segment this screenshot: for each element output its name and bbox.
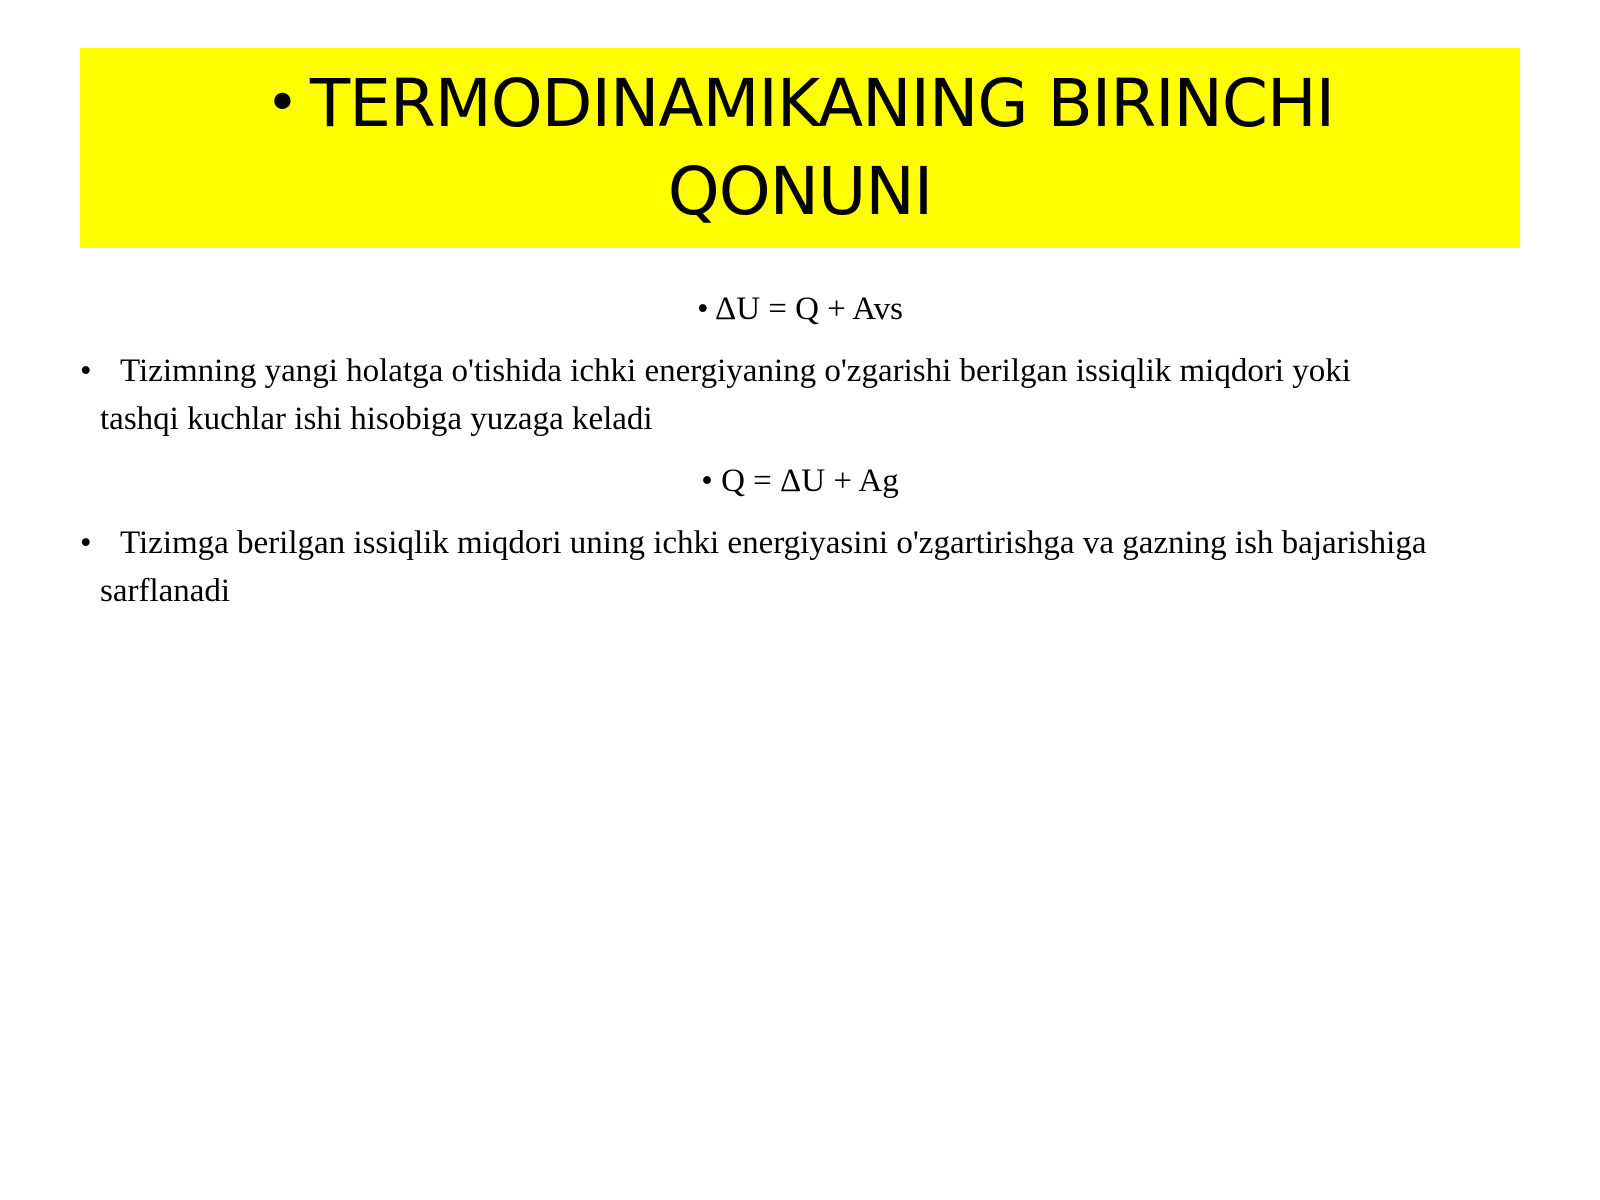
paragraph-bullet: •	[80, 525, 92, 561]
title-line-1: TERMODINAMIKANING BIRINCHI	[309, 65, 1335, 142]
formula-text: Q = ΔU + Ag	[721, 463, 899, 499]
title-line-2: QONUNI	[667, 153, 933, 230]
title-banner	[80, 48, 1520, 248]
paragraph-1-text	[100, 347, 1520, 443]
paragraph-2-line-1: Tizimga berilgan issiqlik miqdori uning ichki energiyasini o'zgartirishga va gazning ish bajarishiga	[120, 525, 1427, 561]
formula-heat	[80, 457, 1520, 505]
paragraph-1-line-1: Tizimning yangi holatga o'tishida ichki energiyaning o'zgarishi berilgan issiqlik miqdori yoki	[120, 353, 1351, 389]
paragraph-2-text	[100, 519, 1520, 615]
paragraph-2	[80, 519, 1520, 615]
formula-bullet: •	[696, 291, 709, 327]
title-bullet: •	[265, 71, 298, 136]
paragraph-bullet: •	[80, 353, 92, 389]
slide-title	[266, 60, 1334, 236]
formula-bullet: •	[701, 463, 713, 499]
paragraph-2-line-2: sarflanadi	[100, 573, 231, 609]
slide-content	[80, 285, 1520, 629]
paragraph-1	[80, 347, 1520, 443]
paragraph-1-line-2: tashqi kuchlar ishi hisobiga yuzaga keladi	[100, 401, 653, 437]
formula-text: ΔU = Q + Avs	[714, 291, 903, 327]
formula-internal-energy	[80, 285, 1520, 333]
